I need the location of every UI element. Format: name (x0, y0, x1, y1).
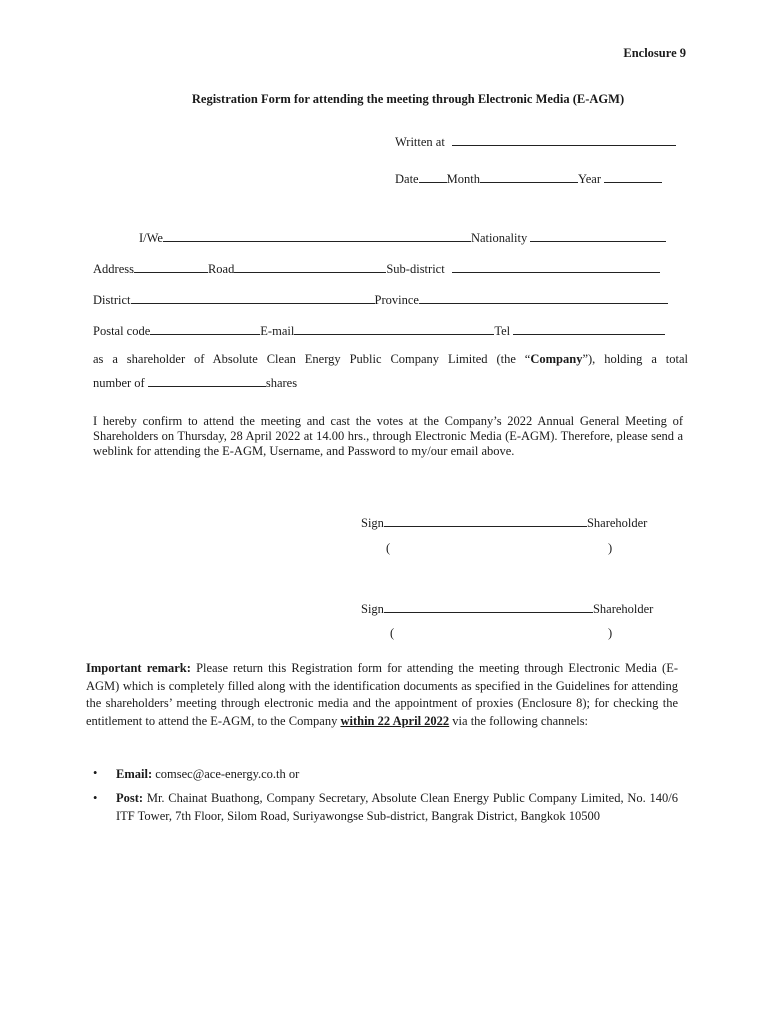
signature-1-field[interactable] (384, 515, 587, 527)
tel-field[interactable] (513, 323, 665, 335)
shares-row (93, 375, 297, 391)
important-remark (86, 660, 678, 730)
postal-code-field[interactable] (150, 323, 260, 335)
name-2-close-paren: ) (608, 626, 613, 640)
signature-2-field[interactable] (384, 601, 593, 613)
remark-label: Important remark: (86, 661, 191, 675)
district-field[interactable] (131, 292, 375, 304)
number-of-label: number of (93, 376, 145, 390)
name-1-close-paren: ) (608, 541, 613, 555)
bullet-icon: • (93, 791, 98, 805)
enclosure-label: Enclosure 9 (623, 46, 686, 60)
contact-row (93, 323, 665, 339)
sign-label: Sign (361, 602, 384, 616)
shareholder-role-label: Shareholder (586, 516, 648, 530)
year-label: Year (577, 172, 601, 186)
month-field[interactable] (480, 171, 578, 183)
subdistrict-label: Sub-district (386, 262, 445, 276)
written-at-row (395, 134, 676, 150)
email-field[interactable] (294, 323, 494, 335)
sign-label: Sign (361, 516, 384, 530)
shares-label: shares (265, 376, 298, 390)
subdistrict-field[interactable] (452, 261, 660, 273)
shareholder-text-post: ”), holding a total (582, 352, 689, 366)
channel-post (116, 790, 678, 825)
month-label: Month (446, 172, 480, 186)
province-field[interactable] (419, 292, 668, 304)
remark-tail: via the following channels: (449, 713, 589, 728)
shares-field[interactable] (148, 375, 266, 387)
province-label: Province (374, 293, 419, 307)
district-row (93, 292, 668, 308)
year-field[interactable] (604, 171, 662, 183)
shareholder-role-label: Shareholder (592, 602, 654, 616)
signature-2-row (361, 601, 653, 617)
signature-1-row (361, 515, 647, 531)
channel-email-label: Email: (116, 767, 153, 781)
iwe-field[interactable] (163, 230, 471, 242)
written-at-label: Written at (395, 135, 445, 149)
iwe-label: I/We (139, 231, 163, 245)
channel-email (116, 766, 678, 784)
name-1-open-paren: ( (386, 541, 391, 555)
date-label: Date (395, 172, 419, 186)
written-at-field[interactable] (452, 134, 676, 146)
shareholder-text-pre: as a shareholder of Absolute Clean Energy Public Company Limited (the “ (93, 352, 531, 366)
form-title: Registration Form for attending the meeting through Electronic Media (E-AGM) (191, 92, 625, 106)
shareholder-statement (93, 352, 688, 367)
address-row (93, 261, 660, 277)
address-label: Address (93, 262, 134, 276)
address-field[interactable] (134, 261, 208, 273)
bullet-icon: • (93, 766, 98, 780)
date-row (395, 171, 662, 187)
road-label: Road (207, 262, 235, 276)
channel-email-value: comsec@ace-energy.co.th or (152, 767, 300, 781)
postal-code-label: Postal code (93, 324, 151, 338)
district-label: District (93, 293, 131, 307)
remark-body: Please return this Registration form for attending the meeting through Electronic Media (E-AGM) which is completely filled along with the identification documents as specified in the Guidelines for attending the shareholders’ meeting through electronic media and the appointment of proxies (Enclosure 8); for checking the entitlement to attend the E-AGM, to the Company (86, 661, 679, 728)
remark-deadline: within 22 April 2022 (340, 713, 450, 728)
name-2-field[interactable] (400, 621, 602, 639)
date-field[interactable] (419, 171, 447, 183)
tel-label: Tel (494, 324, 511, 338)
nationality-label: Nationality (470, 231, 528, 245)
company-term: Company (530, 352, 583, 366)
name-2-open-paren: ( (390, 626, 395, 640)
nationality-field[interactable] (530, 230, 666, 242)
iwe-row (139, 230, 666, 246)
road-field[interactable] (234, 261, 386, 273)
email-label: E-mail (260, 324, 295, 338)
name-1-field[interactable] (396, 536, 602, 554)
channel-post-value: Mr. Chainat Buathong, Company Secretary, Absolute Clean Energy Public Company Limited, No. 140/6 ITF Tower, 7th Floor, Silom Road, Suriyawongse Sub-district, Bangrak District, Bangkok 10500 (116, 791, 678, 823)
confirmation-paragraph: I hereby confirm to attend the meeting and cast the votes at the Company’s 2022 Annual General Meeting of Shareholders on Thursday, 28 April 2022 at 14.00 hrs., through Electronic Media (E-AGM). Therefore, please send a weblink for attending the E-AGM, Username, and Password to my/our email above. (93, 414, 683, 458)
channel-post-label: Post: (116, 791, 144, 805)
